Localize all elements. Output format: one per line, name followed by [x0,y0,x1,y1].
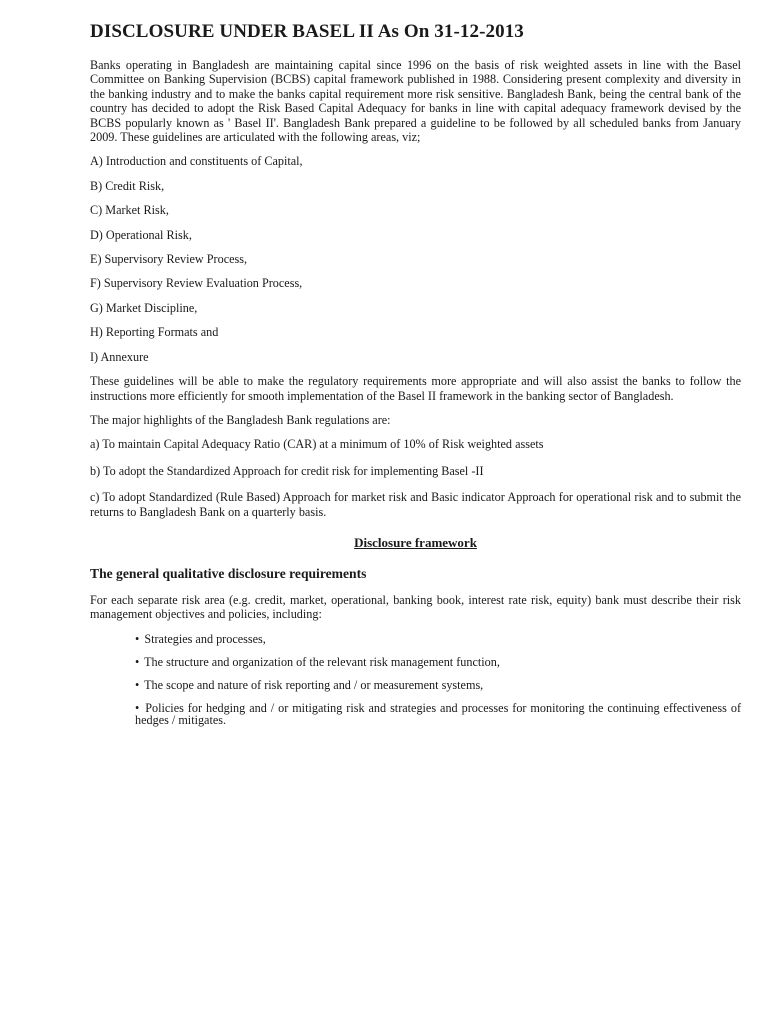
area-item: D) Operational Risk, [90,227,192,242]
bullet-text: The scope and nature of risk reporting and / or measurement systems, [144,677,484,692]
areas-list [90,154,741,364]
requirements-bullet-list [90,633,741,727]
guidelines-paragraph: These guidelines will be able to make the regulatory requirements more appropriate and will also assist the banks to follow the instructions more efficiently for smooth implementation of the Basel II framework in the banking sector of Bangladesh. [90,374,741,403]
area-item: H) Reporting Formats and [90,325,219,340]
area-item: F) Supervisory Review Evaluation Process, [90,276,303,291]
bullet-item [135,702,741,727]
bullet-text: The structure and organization of the relevant risk management function, [144,654,500,669]
bullet-text: Policies for hedging and / or mitigating risk and strategies and processes for monitoring the continuing effectiveness of hedges / mitigates. [135,700,741,728]
highlight-item: b) To adopt the Standardized Approach for credit risk for implementing Basel -II [90,463,484,478]
area-item: A) Introduction and constituents of Capital, [90,154,303,169]
bullet-item [135,679,741,692]
bullet-dot-icon: • [135,700,140,715]
bullet-item [135,633,741,646]
document-title: DISCLOSURE UNDER BASEL II As On 31-12-2013 [90,21,524,42]
disclosure-framework-heading: Disclosure framework [354,534,477,550]
area-item: I) Annexure [90,349,149,364]
bullet-dot-icon: • [135,631,140,646]
highlight-item: c) To adopt Standardized (Rule Based) Approach for market risk and Basic indicator Approach for operational risk and to submit the returns to Bangladesh Bank on a quarterly basis. [90,490,741,519]
bullet-dot-icon: • [135,654,140,669]
area-item: G) Market Discipline, [90,300,198,315]
highlight-item: a) To maintain Capital Adequacy Ratio (CAR) at a minimum of 10% of Risk weighted assets [90,437,544,452]
area-item: E) Supervisory Review Process, [90,252,248,267]
highlights-intro: The major highlights of the Bangladesh Bank regulations are: [90,412,391,427]
bullet-item [135,656,741,669]
area-item: B) Credit Risk, [90,178,165,193]
document-page [90,20,741,737]
bullet-text: Strategies and processes, [144,631,266,646]
qualitative-intro-paragraph: For each separate risk area (e.g. credit, market, operational, banking book, interest rate risk, equity) bank must describe their risk management objectives and policies, including: [90,592,741,622]
area-item: C) Market Risk, [90,203,169,218]
intro-paragraph: Banks operating in Bangladesh are maintaining capital since 1996 on the basis of risk weighted assets in line with the Basel Committee on Banking Supervision (BCBS) capital framework published in 1988. Considering present complexity and diversity in the banking industry and to make the banks capital requirement more risk sensitive. Bangladesh Bank, being the central bank of the country has decided to adopt the Risk Based Capital Adequacy for banks in line with capital adequacy framework devised by the BCBS popularly known as ' Basel II'. Bangladesh Bank prepared a guideline to be followed by all scheduled banks from January 2009. These guidelines are articulated with the following areas, viz; [90,58,741,145]
qualitative-requirements-heading: The general qualitative disclosure requirements [90,565,367,581]
bullet-dot-icon: • [135,677,140,692]
